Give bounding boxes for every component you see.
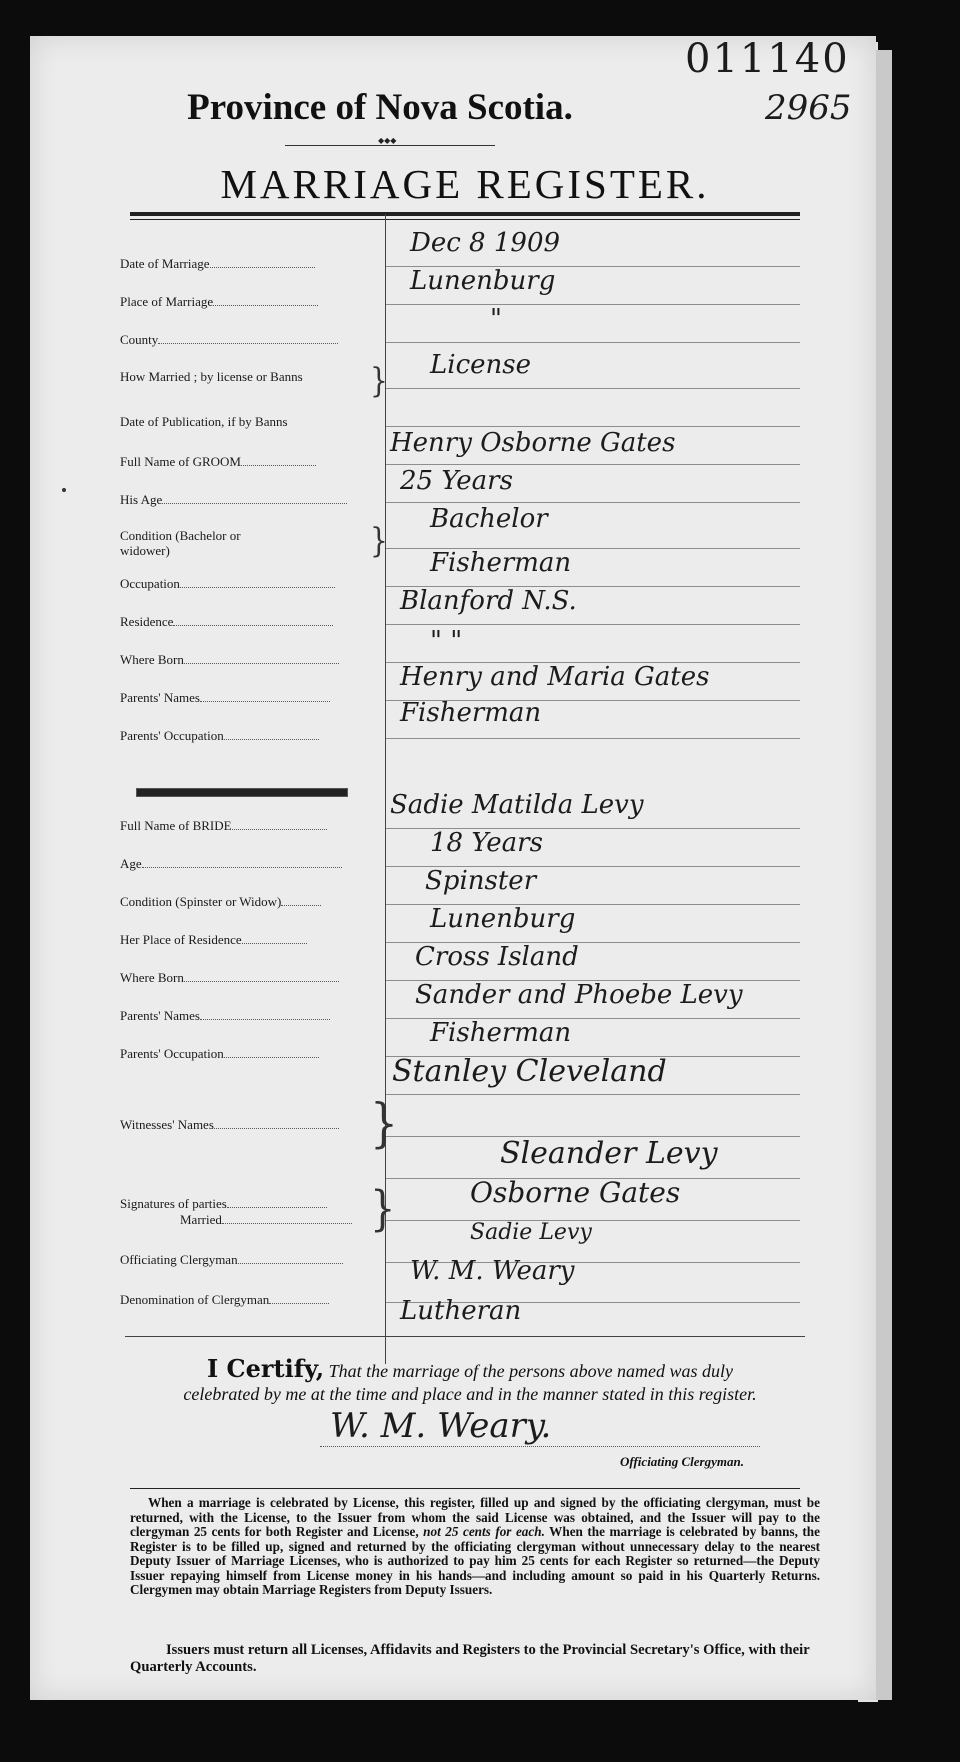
brace-icon: } — [370, 1092, 398, 1155]
field-label: Date of Publication, if by Banns — [120, 414, 288, 429]
row-rule — [386, 342, 800, 343]
row-rule — [386, 388, 800, 389]
brace-icon: } — [370, 360, 388, 401]
register-title: MARRIAGE REGISTER. — [220, 161, 710, 207]
field-value-bride-residence: Lunenburg — [430, 904, 576, 934]
brace-icon: } — [370, 1181, 396, 1237]
field-value-groom-parents: Henry and Maria Gates — [400, 662, 710, 692]
groom-signature: Osborne Gates — [470, 1176, 681, 1209]
field-value-bride-condition: Spinster — [425, 866, 537, 896]
notice-part-2: When the marriage is celebrated by banns, the Register is to be filled up, signed and returned by the officiating clergyman without unnecessary delay to the nearest Deputy Issuer of Marriage Licenses, who is authorized to pay him 25 cents for each Register so returned—the Deputy Issuer repaying himself from License money in his hands—and including amount so paid in his Quarterly Returns. Clergymen may obtain Marriage Registers from Deputy Issuers. — [130, 1524, 820, 1597]
register-form — [30, 36, 876, 1700]
witness-2-signature: Sleander Levy — [500, 1136, 718, 1171]
brace-icon: } — [370, 520, 388, 561]
field-label: Officiating Clergyman — [120, 1252, 400, 1267]
field-value-bride-parents: Sander and Phoebe Levy — [415, 980, 743, 1010]
header-rule-thin — [130, 219, 800, 220]
issuers-notice: Issuers must return all Licenses, Affidavits and Registers to the Provincial Secretary's Office, with their Quarterly Accounts. — [130, 1642, 810, 1675]
field-label: Denomination of Clergyman — [120, 1292, 400, 1307]
field-label: Date of Marriage — [120, 256, 400, 271]
field-label: Parents' Occupation — [120, 728, 400, 743]
certification-statement — [130, 1354, 810, 1383]
field-label: Age — [120, 856, 400, 871]
field-label: Residence — [120, 614, 400, 629]
field-label: Signatures of parties — [120, 1196, 400, 1211]
notice-italic: not 25 cents for each. — [423, 1524, 545, 1539]
field-value-county: " — [490, 304, 502, 334]
field-label: Condition (Bachelor or widower) — [120, 528, 241, 558]
field-label: Her Place of Residence — [120, 932, 400, 947]
field-label: Married — [180, 1212, 460, 1227]
instructions-notice — [130, 1496, 820, 1598]
registration-number: 011140 — [685, 36, 850, 82]
field-label: Parents' Occupation — [120, 1046, 400, 1061]
field-label: Full Name of BRIDE — [120, 818, 400, 833]
section-divider — [136, 788, 348, 797]
field-value-bride-name: Sadie Matilda Levy — [390, 790, 644, 820]
row-rule — [386, 304, 800, 305]
section-rule — [125, 1336, 805, 1337]
notice-part-1: When a marriage is celebrated by License, this register, filled up and signed by the officiating clergyman, must be returned, with the License, to the Issuer from whom the said License was obtained, and the Issuer will pay to the clergyman 25 cents for both Register and License, — [130, 1495, 820, 1539]
field-label: How Married ; by license or Banns — [120, 369, 303, 384]
row-rule — [386, 1094, 800, 1095]
field-value-bride-parents-occupation: Fisherman — [430, 1018, 572, 1048]
field-value-how-married: License — [430, 350, 532, 380]
certify-text-2: celebrated by me at the time and place and in the manner stated in this register. — [183, 1384, 757, 1404]
field-value-bride-age: 18 Years — [430, 828, 543, 858]
field-label: County — [120, 332, 400, 347]
field-label: Occupation — [120, 576, 400, 591]
ornament-divider — [285, 142, 495, 150]
field-label: Full Name of GROOM — [120, 454, 400, 469]
signature-caption: Officiating Clergyman. — [620, 1454, 744, 1469]
row-rule — [386, 426, 800, 427]
field-value-groom-parents-occupation: Fisherman — [400, 698, 542, 728]
bride-signature: Sadie Levy — [470, 1220, 592, 1245]
field-value-groom-name: Henry Osborne Gates — [390, 428, 676, 458]
province-title: Province of Nova Scotia. — [187, 87, 573, 128]
footer-rule — [130, 1488, 800, 1489]
field-value-groom-age: 25 Years — [400, 466, 513, 496]
field-value-bride-birthplace: Cross Island — [415, 942, 579, 972]
field-label: Witnesses' Names — [120, 1117, 400, 1132]
field-value-groom-birthplace: " " — [430, 626, 463, 656]
row-rule — [386, 502, 800, 503]
row-rule — [386, 738, 800, 739]
field-value-groom-condition: Bachelor — [430, 504, 548, 534]
clergyman-signature: W. M. Weary. — [330, 1406, 552, 1446]
field-value-denomination: Lutheran — [400, 1296, 522, 1326]
field-label: Parents' Names — [120, 690, 400, 705]
row-rule — [386, 624, 800, 625]
field-label: Place of Marriage — [120, 294, 400, 309]
reference-number: 2965 — [765, 88, 852, 128]
header-rule — [130, 212, 800, 216]
field-value-groom-occupation: Fisherman — [430, 548, 572, 578]
witness-1-signature: Stanley Cleveland — [392, 1054, 667, 1089]
field-value-place-of-marriage: Lunenburg — [410, 266, 556, 296]
field-label: His Age — [120, 492, 400, 507]
paper-speck — [62, 488, 66, 492]
field-value-date-of-marriage: Dec 8 1909 — [410, 228, 561, 258]
certify-text-1: That the marriage of the persons above named was duly — [328, 1361, 734, 1381]
signature-line — [320, 1446, 760, 1447]
row-rule — [386, 464, 800, 465]
field-value-groom-residence: Blanford N.S. — [400, 586, 577, 616]
certify-lead: I Certify, — [206, 1354, 325, 1383]
field-label: Where Born — [120, 652, 400, 667]
field-label: Parents' Names — [120, 1008, 400, 1023]
field-label: Condition (Spinster or Widow) — [120, 894, 400, 909]
field-value-clergyman: W. M. Weary — [410, 1256, 575, 1286]
field-label: Where Born — [120, 970, 400, 985]
